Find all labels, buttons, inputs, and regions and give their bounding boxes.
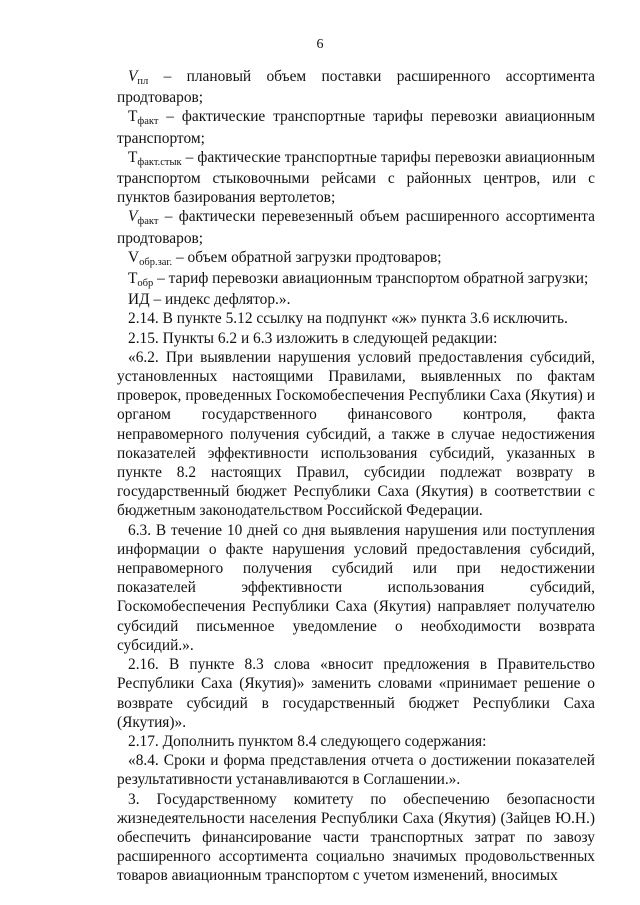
definition-text: – фактические транспортные тарифы перевозки авиационным транспортом стыковочными рейсами с районных центров, или с пунктов базирования вертолетов; — [117, 148, 595, 207]
definition-text: – фактически перевезенный объем расширенного ассортимента продтоваров; — [117, 208, 595, 247]
definition-subscript: пл — [137, 76, 149, 87]
page-number: 6 — [316, 37, 324, 52]
definition-subscript: факт — [137, 216, 159, 228]
definition-t-obr — [117, 269, 595, 290]
definition-t-fact-styk — [117, 148, 595, 208]
paragraph-2-17: 2.17. Дополнить пунктом 8.4 следующего содержания: — [128, 732, 487, 750]
definition-subscript: обр — [137, 278, 154, 290]
definition-text: – фактические транспортные тарифы перевозки авиационным транспортом; — [117, 108, 595, 147]
paragraph-2-16: 2.16. В пункте 8.3 слова «вносит предложения в Правительство Республики Саха (Якутия)» заменить словами «принимает решение о возврате субсидий в государственный бюджет Республики Саха (Якутия)». — [117, 656, 595, 731]
definition-symbol: ИД — [128, 291, 150, 309]
definition-symbol: T — [128, 148, 138, 166]
paragraph-8-4: «8.4. Сроки и форма представления отчета о достижении показателей результативности устанавливаются в Соглашении.». — [117, 752, 595, 789]
definition-symbol: V — [128, 208, 138, 226]
definition-text: – объем обратной загрузки продтоваров; — [172, 248, 442, 266]
paragraph-3: 3. Государственному комитету по обеспечению безопасности жизнедеятельности населения Республики Саха (Якутия) (Зайцев Ю.Н.) обеспечить финансирование части транспортных затрат по завозу расширенного ассортимента социально значимых продовольственных товаров авиационным транспортом с учетом изменений, вносимых — [117, 790, 595, 885]
definition-v-plan — [117, 67, 595, 107]
definition-symbol: T — [128, 270, 138, 288]
paragraph-2-14: 2.14. В пункте 5.12 ссылку на подпункт «ж» пункта 3.6 исключить. — [128, 310, 568, 328]
definition-symbol: V — [128, 248, 140, 266]
paragraph-6-2: «6.2. При выявлении нарушения условий предоставления субсидий, установленных настоящими Правилами, выявленных по фактам проверок, проведенных Госкомобеспечения Республики Саха (Якутия) и органом государственного финансового контроля, факта неправомерного получения субсидий, а также в случае недостижения показателей эффективности использования субсидий, указанных в пункте 8.2 настоящих Правил, субсидии подлежат возврату в государственный бюджет Республики Саха (Якутия) в соответствии с бюджетным законодательством Российской Федерации. — [117, 348, 595, 520]
definition-v-fact — [117, 207, 595, 247]
document-body — [117, 67, 595, 886]
definition-t-fact — [117, 107, 595, 147]
definition-text: – индекс дефлятор.». — [149, 291, 291, 309]
definition-symbol: V — [128, 68, 138, 85]
definition-subscript: факт.стык — [137, 156, 182, 168]
definition-text: – плановый объем поставки расширенного ассортимента продтоваров; — [117, 68, 595, 107]
definition-text: – тариф перевозки авиационным транспортом обратной загрузки; — [153, 270, 589, 288]
paragraph-6-3: 6.3. В течение 10 дней со дня выявления нарушения или поступления информации о факте нарушения условий предоставления субсидий, неправомерного получения субсидий или при недостижении показателей эффективности использования субсидий, Госкомобеспечения Республики Саха (Якутия) направляет получателю субсидий письменное уведомление о необходимости возврата субсидий.». — [117, 521, 595, 654]
definition-symbol: T — [128, 108, 138, 126]
definition-subscript: факт — [137, 116, 159, 128]
definition-v-obr — [117, 248, 595, 269]
definition-subscript: обр.заг. — [139, 256, 173, 268]
definition-id — [117, 290, 595, 309]
paragraph-2-15: 2.15. Пункты 6.2 и 6.3 изложить в следующей редакции: — [128, 329, 498, 347]
